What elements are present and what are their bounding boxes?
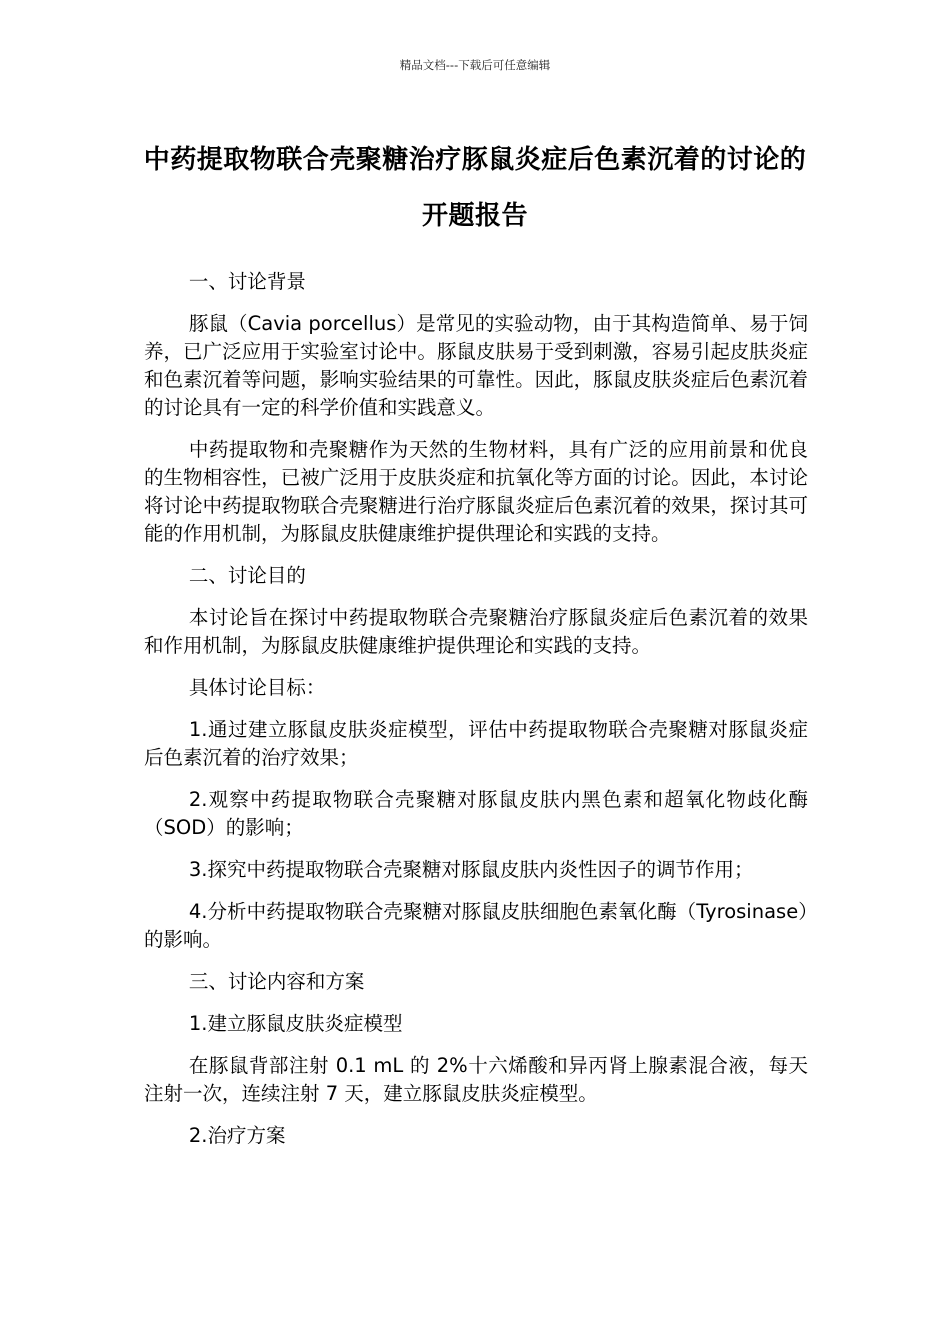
paragraph: 具体讨论目标： xyxy=(188,676,326,699)
list-item: 3.探究中药提取物联合壳聚糖对豚鼠皮肤内炎性因子的调节作用； xyxy=(188,858,754,881)
header-note: 精品文档---下载后可任意编辑 xyxy=(399,58,551,72)
document-title: 中药提取物联合壳聚糖治疗豚鼠炎症后色素沉着的讨论的开题报告 xyxy=(143,145,807,231)
document-body xyxy=(144,268,808,1164)
section-heading-background: 一、讨论背景 xyxy=(188,270,306,293)
paragraph: 豚鼠（Cavia porcellus）是常见的实验动物，由于其构造简单、易于饲养，已广泛应用于实验室讨论中。豚鼠皮肤易于受到刺激，容易引起皮肤炎症和色素沉着等问题，影响实验结果的可靠性。因此，豚鼠皮肤炎症后色素沉着的讨论具有一定的科学价值和实践意义。 xyxy=(144,312,808,419)
subsection-heading: 1.建立豚鼠皮肤炎症模型 xyxy=(188,1012,403,1035)
section-heading-content: 三、讨论内容和方案 xyxy=(188,970,365,993)
paragraph: 在豚鼠背部注射 0.1 mL 的 2%十六烯酸和异丙肾上腺素混合液，每天注射一次，连续注射 7 天，建立豚鼠皮肤炎症模型。 xyxy=(144,1054,808,1105)
list-item: 2.观察中药提取物联合壳聚糖对豚鼠皮肤内黑色素和超氧化物歧化酶（SOD）的影响； xyxy=(144,788,808,839)
list-item: 1.通过建立豚鼠皮肤炎症模型，评估中药提取物联合壳聚糖对豚鼠炎症后色素沉着的治疗效果； xyxy=(144,718,808,769)
list-item: 4.分析中药提取物联合壳聚糖对豚鼠皮肤细胞色素氧化酶（Tyrosinase）的影响。 xyxy=(144,900,808,951)
section-heading-purpose: 二、讨论目的 xyxy=(188,564,306,587)
paragraph: 中药提取物和壳聚糖作为天然的生物材料，具有广泛的应用前景和优良的生物相容性，已被广泛用于皮肤炎症和抗氧化等方面的讨论。因此，本讨论将讨论中药提取物联合壳聚糖进行治疗豚鼠炎症后色素沉着的效果，探讨其可能的作用机制，为豚鼠皮肤健康维护提供理论和实践的支持。 xyxy=(144,438,808,545)
paragraph: 本讨论旨在探讨中药提取物联合壳聚糖治疗豚鼠炎症后色素沉着的效果和作用机制，为豚鼠皮肤健康维护提供理论和实践的支持。 xyxy=(144,606,808,657)
subsection-heading: 2.治疗方案 xyxy=(188,1124,286,1147)
